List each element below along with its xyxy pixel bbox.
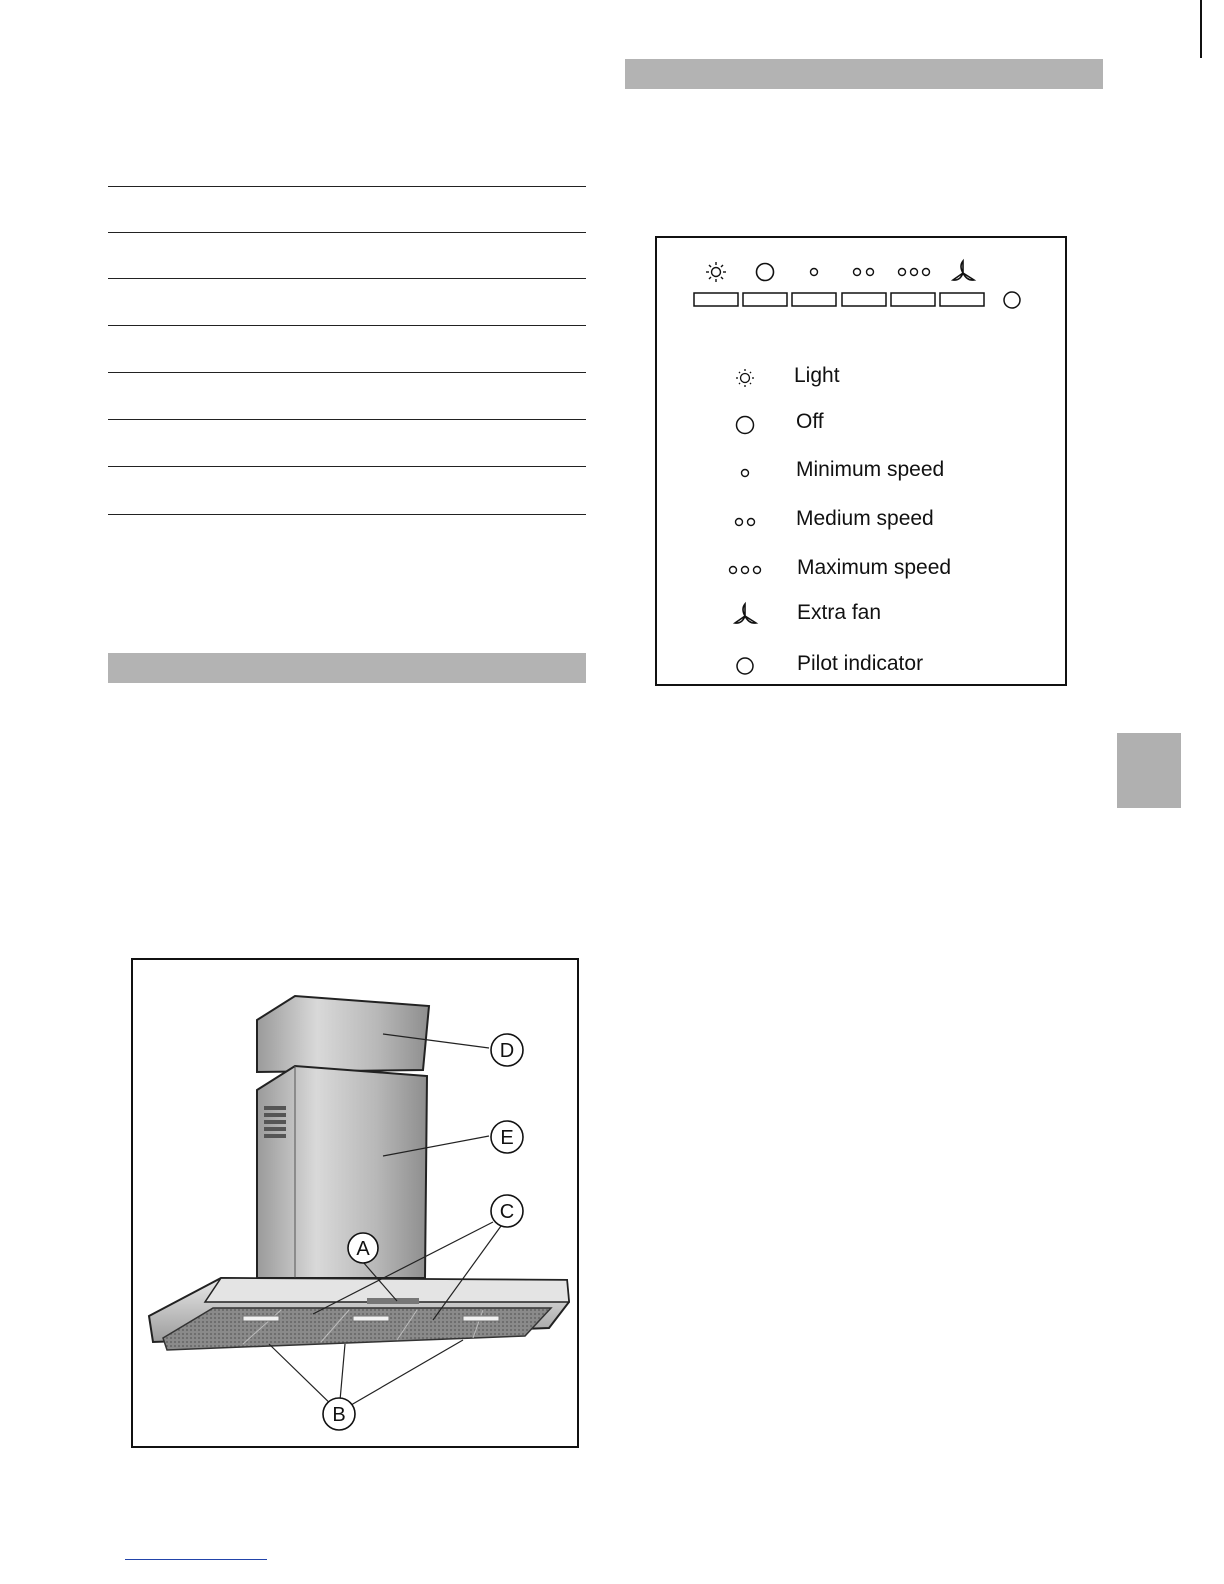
- upper-chimney: [257, 996, 429, 1072]
- legend-label-minimum-speed: Minimum speed: [796, 458, 945, 481]
- pilot-circle-icon: [737, 658, 753, 674]
- range-hood-figure: [131, 958, 579, 1448]
- chapter-tab: [1117, 733, 1181, 808]
- table-rule: [108, 325, 586, 326]
- fan-icon: [953, 261, 974, 280]
- legend-label-extra-fan: Extra fan: [797, 601, 882, 624]
- table-rule: [108, 514, 586, 515]
- control-panel-diagram: [655, 236, 1067, 686]
- one-dot-icon: [742, 470, 749, 477]
- callout-letter-b: B: [332, 1404, 346, 1426]
- button-row: [694, 293, 984, 306]
- two-dots-icon: [736, 519, 755, 526]
- range-hood-drawing: [133, 960, 579, 1448]
- legend-label-light: Light: [794, 364, 840, 387]
- large-circle-icon: [757, 264, 774, 281]
- table-rule: [108, 186, 586, 187]
- legend-label-maximum-speed: Maximum speed: [797, 556, 952, 579]
- table-rule: [108, 466, 586, 467]
- sun-icon: [706, 262, 726, 282]
- legend-label-medium-speed: Medium speed: [796, 507, 934, 530]
- legend-label-pilot-indicator: Pilot indicator: [797, 652, 924, 675]
- three-dots-icon: [899, 269, 930, 276]
- footer-rule: [125, 1559, 267, 1560]
- canopy: [149, 1278, 569, 1350]
- fan-icon: [735, 604, 756, 623]
- two-dots-icon: [854, 269, 874, 276]
- legend-label-off: Off: [796, 410, 824, 433]
- callout-letter-c: C: [499, 1201, 515, 1223]
- pilot-light-icon: [1004, 292, 1020, 308]
- table-rule: [108, 232, 586, 233]
- section-header-bar-left: [108, 653, 586, 683]
- sun-icon: [736, 369, 754, 387]
- section-header-bar-right: [625, 59, 1103, 89]
- crop-mark: [1200, 0, 1202, 58]
- table-rule: [108, 419, 586, 420]
- one-dot-icon: [811, 269, 818, 276]
- callout-letter-d: D: [499, 1040, 515, 1062]
- table-rule: [108, 372, 586, 373]
- callout-letter-e: E: [500, 1127, 514, 1149]
- table-rule: [108, 278, 586, 279]
- three-dots-icon: [730, 567, 761, 574]
- large-circle-icon: [737, 417, 754, 434]
- callout-letter-a: A: [356, 1238, 370, 1260]
- lower-chimney: [257, 1066, 427, 1278]
